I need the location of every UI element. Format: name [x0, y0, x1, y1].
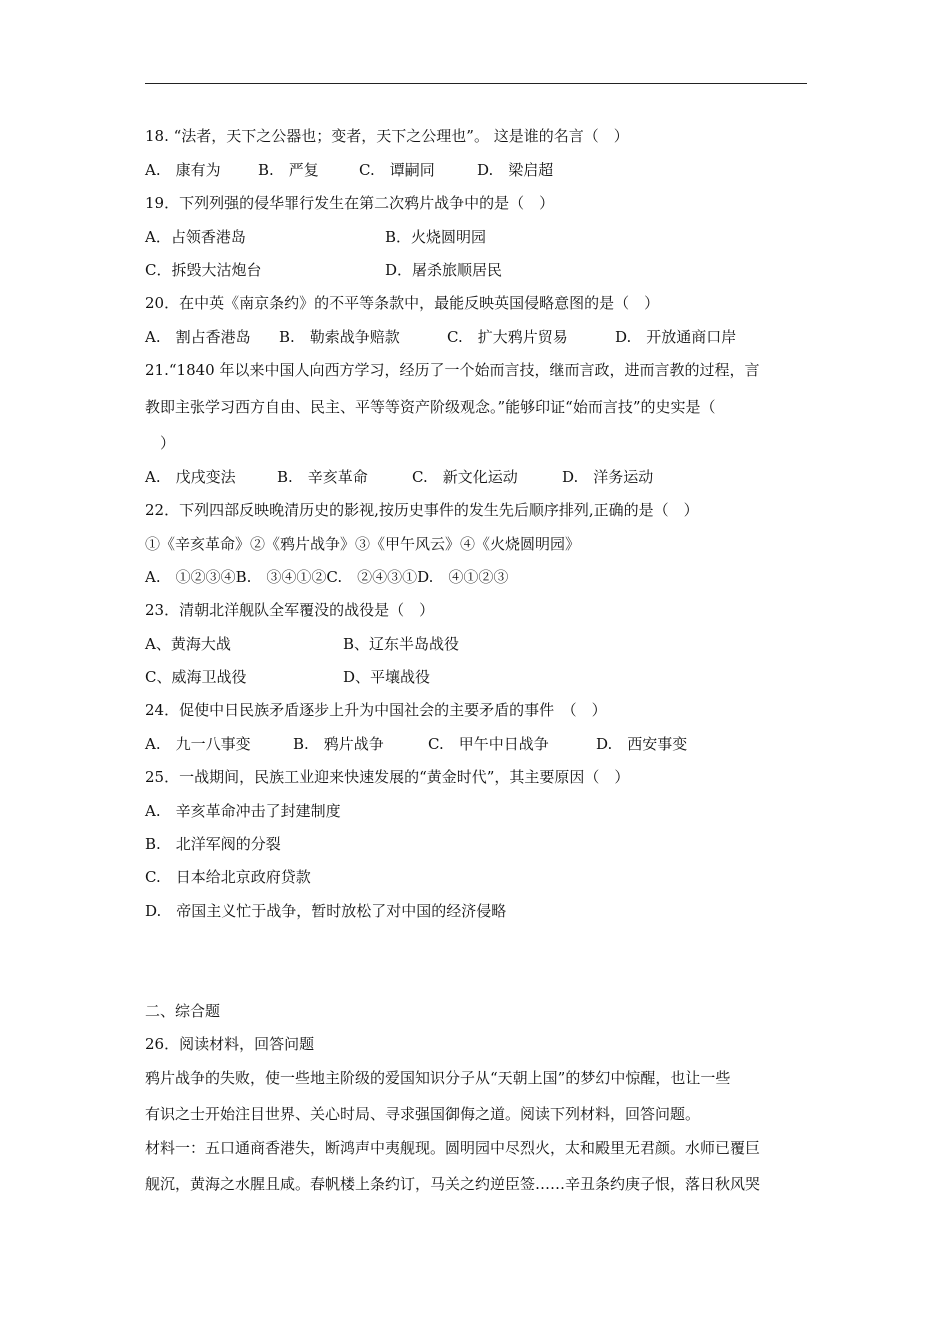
q20-stem: 20．在中英《南京条约》的不平等条款中，最能反映英国侵略意图的是（ ） [145, 294, 660, 312]
q22-stem: 22．下列四部反映晚清历史的影视,按历史事件的发生先后顺序排列,正确的是（ ） [145, 501, 699, 519]
q19-options-row1 [145, 227, 486, 247]
q24-options [145, 734, 687, 754]
q25-stem: 25．一战期间，民族工业迎来快速发展的“黄金时代”，其主要原因（ ） [145, 768, 630, 786]
q20-option-b: B. 勒索战争赔款 [279, 328, 400, 346]
q19-option-c: C．拆毁大沽炮台 [145, 261, 262, 279]
q26-intro-line2: 有识之士开始注目世界、关心时局、寻求强国御侮之道。阅读下列材料，回答问题。 [145, 1105, 701, 1123]
q19-stem: 19．下列列强的侵华罪行发生在第二次鸦片战争中的是（ ） [145, 194, 555, 212]
q21-option-b: B. 辛亥革命 [277, 468, 368, 486]
q24-option-a: A. 九一八事变 [145, 735, 251, 753]
q25-option-c: C. 日本给北京政府贷款 [145, 868, 311, 886]
q19-option-a: A．占领香港岛 [145, 228, 246, 246]
q25-option-b: B. 北洋军阀的分裂 [145, 835, 281, 853]
q21-options [145, 467, 653, 487]
q18-option-c: C. 谭嗣同 [359, 161, 435, 179]
q20-options [145, 327, 736, 347]
q21-stem-line1: 21.“1840 年以来中国人向西方学习，经历了一个始而言技，继而言政，进而言教的过程，言 [145, 361, 760, 379]
q23-option-a: A、黄海大战 [145, 635, 231, 653]
q23-option-c: C、威海卫战役 [145, 668, 247, 686]
q24-option-b: B. 鸦片战争 [293, 735, 384, 753]
q18-options [145, 160, 553, 180]
q20-option-a: A. 割占香港岛 [145, 328, 251, 346]
q18-option-d: D. 梁启超 [477, 161, 554, 179]
q18-stem: 18. “法者，天下之公器也；变者，天下之公理也”。 这是谁的名言（ ） [145, 127, 629, 145]
q21-stem-line2: 教即主张学习西方自由、民主、平等等资产阶级观念。”能够印证“始而言技”的史实是（ [145, 398, 716, 416]
q23-option-b: B、辽东半岛战役 [343, 635, 460, 653]
q18-option-b: B. 严复 [258, 161, 319, 179]
q26-intro-line1: 鸦片战争的失败，使一些地主阶级的爱国知识分子从“天朝上国”的梦幻中惊醒，也让一些 [145, 1069, 731, 1087]
q19-options-row2 [145, 260, 502, 280]
q20-option-c: C. 扩大鸦片贸易 [447, 328, 568, 346]
q24-option-d: D. 西安事变 [596, 735, 688, 753]
q21-stem-line3: ） [145, 434, 176, 452]
q21-option-a: A. 戊戌变法 [145, 468, 236, 486]
q23-stem: 23．清朝北洋舰队全军覆没的战役是（ ） [145, 601, 435, 619]
q24-option-c: C. 甲午中日战争 [428, 735, 549, 753]
q21-option-c: C. 新文化运动 [412, 468, 518, 486]
section2-heading: 二、综合题 [145, 1002, 221, 1020]
q23-options-row2 [145, 667, 430, 687]
q26-material1-line1: 材料一：五口通商香港失，断鸿声中夷舰现。圆明园中尽烈火，太和殿里无君颜。水师已覆巨 [145, 1139, 761, 1157]
q26-material1-line2: 舰沉，黄海之水腥且咸。春帆楼上条约订，马关之约逆臣签……辛丑条约庚子恨，落日秋风哭 [145, 1175, 761, 1193]
q23-options-row1 [145, 634, 459, 654]
q21-option-d: D. 洋务运动 [562, 468, 654, 486]
q19-option-d: D．屠杀旅顺居民 [385, 261, 503, 279]
q20-option-d: D. 开放通商口岸 [615, 328, 737, 346]
header-rule [145, 83, 807, 84]
q19-option-b: B．火烧圆明园 [385, 228, 487, 246]
q22-options: A. ①②③④B. ③④①②C. ②④③①D. ④①②③ [145, 568, 509, 586]
q25-option-a: A. 辛亥革命冲击了封建制度 [145, 802, 341, 820]
q25-option-d: D. 帝国主义忙于战争，暂时放松了对中国的经济侵略 [145, 902, 507, 920]
q26-stem: 26．阅读材料，回答问题 [145, 1035, 315, 1053]
q24-stem: 24．促使中日民族矛盾逐步上升为中国社会的主要矛盾的事件 （ ） [145, 701, 607, 719]
q23-option-d: D、平壤战役 [343, 668, 431, 686]
q18-option-a: A. 康有为 [145, 161, 221, 179]
q22-items: ①《辛亥革命》②《鸦片战争》③《甲午风云》④《火烧圆明园》 [145, 535, 581, 553]
